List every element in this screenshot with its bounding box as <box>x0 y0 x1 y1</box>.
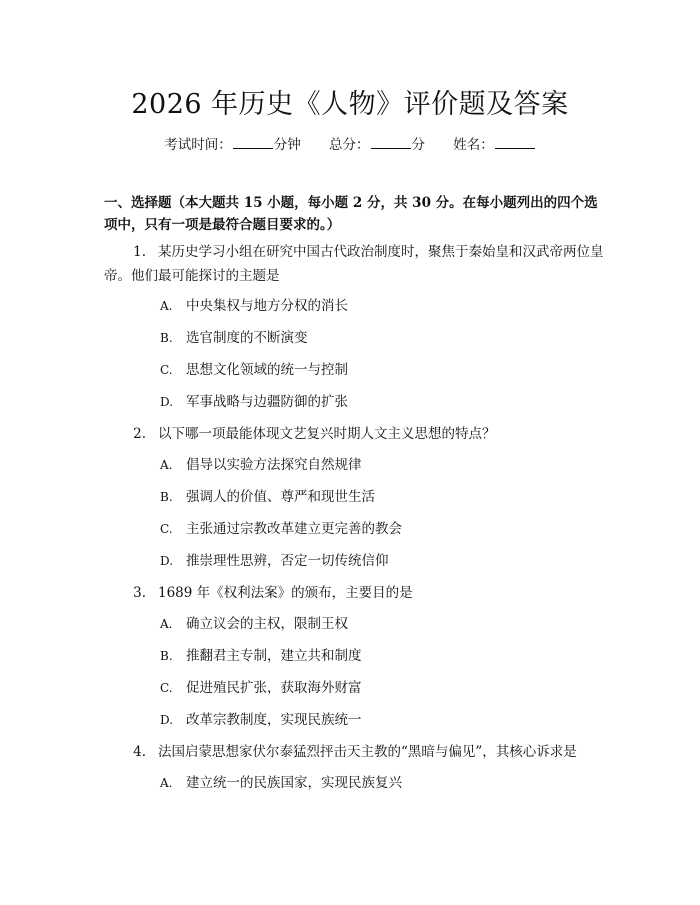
question-number: 1. <box>133 244 146 260</box>
question-number: 4. <box>133 744 146 760</box>
option-letter: D. <box>160 713 174 727</box>
option-text: 思想文化领域的统一与控制 <box>186 362 348 378</box>
question-text: 某历史学习小组在研究中国古代政治制度时，聚焦于秦始皇和汉武帝两位皇帝。他们最可能探讨的主题是 <box>104 244 604 284</box>
score-field <box>329 137 429 153</box>
option-letter: A. <box>160 617 173 631</box>
option-letter: B. <box>160 649 173 663</box>
option-text: 改革宗教制度，实现民族统一 <box>186 712 362 728</box>
option <box>160 455 362 475</box>
option-letter: C. <box>160 681 173 695</box>
question-text: 以下哪一项最能体现文艺复兴时期人文主义思想的特点？ <box>158 426 496 442</box>
option-letter: C. <box>160 363 173 377</box>
option-text: 确立议会的主权，限制王权 <box>186 616 348 632</box>
question-text: 1689 年《权利法案》的颁布，主要目的是 <box>158 585 413 601</box>
option-text: 军事战略与边疆防御的扩张 <box>186 394 348 410</box>
option <box>160 773 402 793</box>
name-blank <box>495 137 535 149</box>
option-text: 推翻君主专制，建立共和制度 <box>186 648 362 664</box>
option <box>160 678 362 698</box>
option-text: 倡导以实验方法探究自然规律 <box>186 457 362 473</box>
question <box>104 740 624 764</box>
option-text: 选官制度的不断演变 <box>186 330 308 346</box>
option <box>160 328 308 348</box>
option-text: 强调人的价值、尊严和现世生活 <box>186 489 375 505</box>
option <box>160 710 362 730</box>
option-letter: A. <box>160 458 173 472</box>
page-title: 2026 年历史《人物》评价题及答案 <box>131 89 569 120</box>
option-text: 促进殖民扩张，获取海外财富 <box>186 680 362 696</box>
option-letter: D. <box>160 395 174 409</box>
option-text: 中央集权与地方分权的消长 <box>186 298 348 314</box>
score-label: 总分： <box>329 137 370 153</box>
option-letter: D. <box>160 554 174 568</box>
option-letter: A. <box>160 776 173 790</box>
score-unit: 分 <box>411 137 425 153</box>
option <box>160 296 348 316</box>
exam-meta <box>0 133 700 153</box>
time-field <box>164 137 305 153</box>
question <box>104 240 604 288</box>
option <box>160 646 362 666</box>
time-unit: 分钟 <box>273 137 301 153</box>
option-letter: A. <box>160 299 173 313</box>
question <box>104 581 604 605</box>
name-label: 姓名： <box>453 137 494 153</box>
option <box>160 392 348 412</box>
option <box>160 519 402 539</box>
score-blank <box>371 137 411 149</box>
name-field <box>453 137 536 153</box>
time-label: 考试时间： <box>164 137 232 153</box>
option-text: 推崇理性思辨，否定一切传统信仰 <box>186 553 389 569</box>
option <box>160 551 389 571</box>
question-number: 3. <box>133 585 146 601</box>
option-letter: B. <box>160 331 173 345</box>
section-heading: 一、选择题（本大题共 15 小题，每小题 2 分，共 30 分。在每小题列出的四个选项中，只有一项是最符合题目要求的。） <box>104 195 598 233</box>
option-text: 主张通过宗教改革建立更完善的教会 <box>186 521 402 537</box>
option <box>160 487 375 507</box>
question-text: 法国启蒙思想家伏尔泰猛烈抨击天主教的“黑暗与偏见”，其核心诉求是 <box>158 744 577 760</box>
option-text: 建立统一的民族国家，实现民族复兴 <box>186 775 402 791</box>
option <box>160 360 348 380</box>
option-letter: C. <box>160 522 173 536</box>
question-number: 2. <box>133 426 146 442</box>
option <box>160 614 348 634</box>
time-blank <box>233 137 273 149</box>
question <box>104 422 604 446</box>
option-letter: B. <box>160 490 173 504</box>
